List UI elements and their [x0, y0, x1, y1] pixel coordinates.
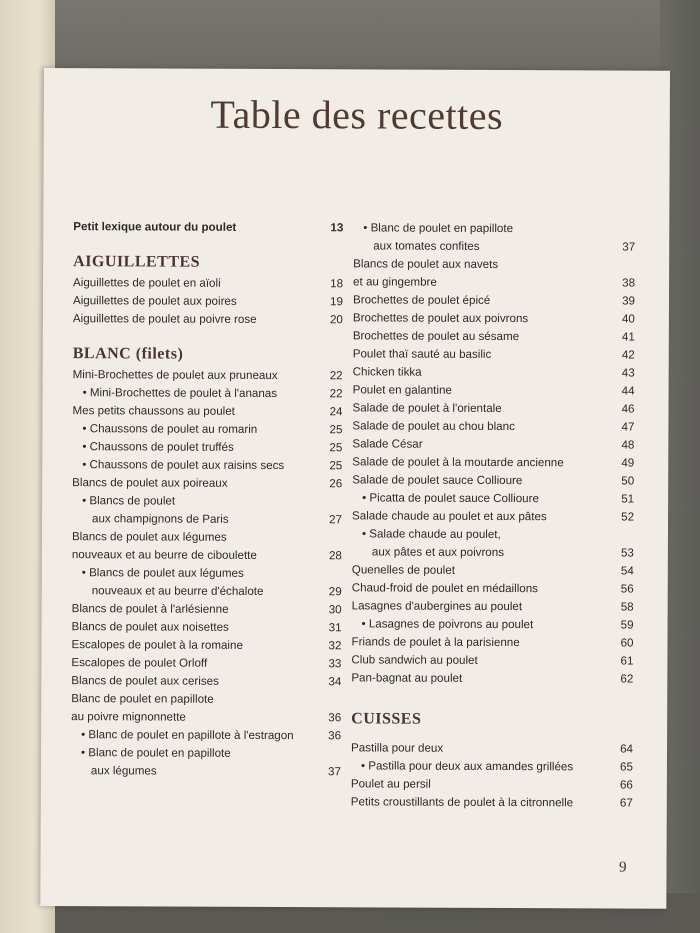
list-item: • Blanc de poulet en papillote à l'estragon 36 — [81, 728, 342, 743]
list-item: Mes petits chaussons au poulet 24 — [72, 404, 343, 419]
list-item: • Mini-Brochettes de poulet à l'ananas 22 — [82, 386, 343, 401]
list-item: Aiguillettes de poulet en aïoli 18 — [73, 276, 344, 291]
list-item: Chaud-froid de poulet en médaillons 56 — [351, 581, 634, 596]
list-item: Lasagnes d'aubergines au poulet 58 — [351, 599, 634, 614]
list-item: Blancs de poulet aux noisettes 31 — [71, 620, 342, 635]
list-item: Salade César 48 — [352, 437, 635, 452]
list-item: Blancs de poulet aux navets et au gingembre 38 — [353, 257, 636, 290]
list-item: Brochettes de poulet épicé 39 — [352, 293, 636, 308]
list-item: Pan-bagnat au poulet 62 — [351, 671, 634, 686]
list-item: • Blanc de poulet en papillote aux légumes 37 — [80, 746, 341, 779]
list-item: • Blanc de poulet en papillote aux tomates confites 37 — [363, 221, 636, 254]
list-item: Quenelles de poulet 54 — [351, 563, 634, 578]
list-item: • Chaussons de poulet truffés 25 — [82, 440, 343, 455]
entry-label: Petit lexique autour du poulet — [73, 220, 237, 234]
list-item: Blanc de poulet en papillote au poivre mignonnette 36 — [71, 692, 342, 725]
list-item: Poulet en galantine 44 — [352, 383, 635, 398]
section-heading-cuisses: CUISSES — [351, 710, 422, 728]
list-item: Salade de poulet à l'orientale 46 — [352, 401, 635, 416]
list-item: • Chaussons de poulet au romarin 25 — [82, 422, 343, 437]
page-number: 9 — [618, 859, 627, 876]
list-item: Brochettes de poulet au sésame 41 — [352, 329, 635, 344]
list-item: • Salade chaude au poulet, aux pâtes et aux poivrons 53 — [361, 527, 634, 560]
list-item: Aiguillettes de poulet au poivre rose 20 — [72, 312, 343, 327]
list-item: Salade de poulet à la moutarde ancienne 49 — [352, 455, 635, 470]
list-item: • Pastilla pour deux aux amandes grillées 65 — [360, 759, 633, 774]
section-heading-blanc: BLANC (filets) — [72, 345, 184, 363]
list-item: Poulet au persil 66 — [350, 777, 633, 792]
list-item: Blancs de poulet aux légumes nouveaux et au beurre de ciboulette 28 — [71, 530, 342, 563]
list-item: Aiguillettes de poulet aux poires 19 — [72, 294, 344, 309]
section-heading-aiguillettes: AIGUILLETTES — [73, 253, 201, 271]
list-item: Escalopes de poulet à la romaine 32 — [71, 638, 342, 653]
list-item: Blancs de poulet aux cerises 34 — [71, 674, 342, 689]
list-item: • Chaussons de poulet aux raisins secs 25 — [82, 458, 343, 473]
list-item: Pastilla pour deux 64 — [351, 741, 634, 756]
list-item: Blancs de poulet à l'arlésienne 30 — [71, 602, 342, 617]
list-item: Poulet thaï sauté au basilic 42 — [352, 347, 635, 362]
list-item: Club sandwich au poulet 61 — [351, 653, 634, 668]
book-page — [40, 68, 670, 909]
list-item: Salade chaude au poulet et aux pâtes 52 — [352, 509, 635, 524]
list-item: Brochettes de poulet aux poivrons 40 — [352, 311, 635, 326]
list-item: Mini-Brochettes de poulet aux pruneaux 22 — [72, 368, 343, 383]
entry-page: 13 — [330, 221, 344, 235]
list-item: Petits croustillants de poulet à la citronnelle 67 — [350, 795, 633, 810]
list-item: Escalopes de poulet Orloff 33 — [71, 656, 342, 671]
list-item: • Lasagnes de poivrons au poulet 59 — [361, 617, 634, 632]
list-item: Friands de poulet à la parisienne 60 — [351, 635, 634, 650]
lexique-entry — [73, 218, 343, 237]
list-item: • Blancs de poulet aux légumes nouveaux et au beurre d'échalote 29 — [81, 566, 342, 599]
list-item: Blancs de poulet aux poireaux 26 — [72, 476, 343, 491]
list-item: • Blancs de poulet aux champignons de Paris 27 — [82, 494, 343, 527]
list-item: • Picatta de poulet sauce Collioure 51 — [362, 491, 635, 506]
list-item: Salade de poulet au chou blanc 47 — [352, 419, 635, 434]
list-item: Salade de poulet sauce Collioure 50 — [352, 473, 635, 488]
page-title: Table des recettes — [210, 91, 504, 139]
left-column — [71, 218, 343, 781]
right-column — [351, 219, 636, 812]
list-item: Chicken tikka 43 — [352, 365, 635, 380]
